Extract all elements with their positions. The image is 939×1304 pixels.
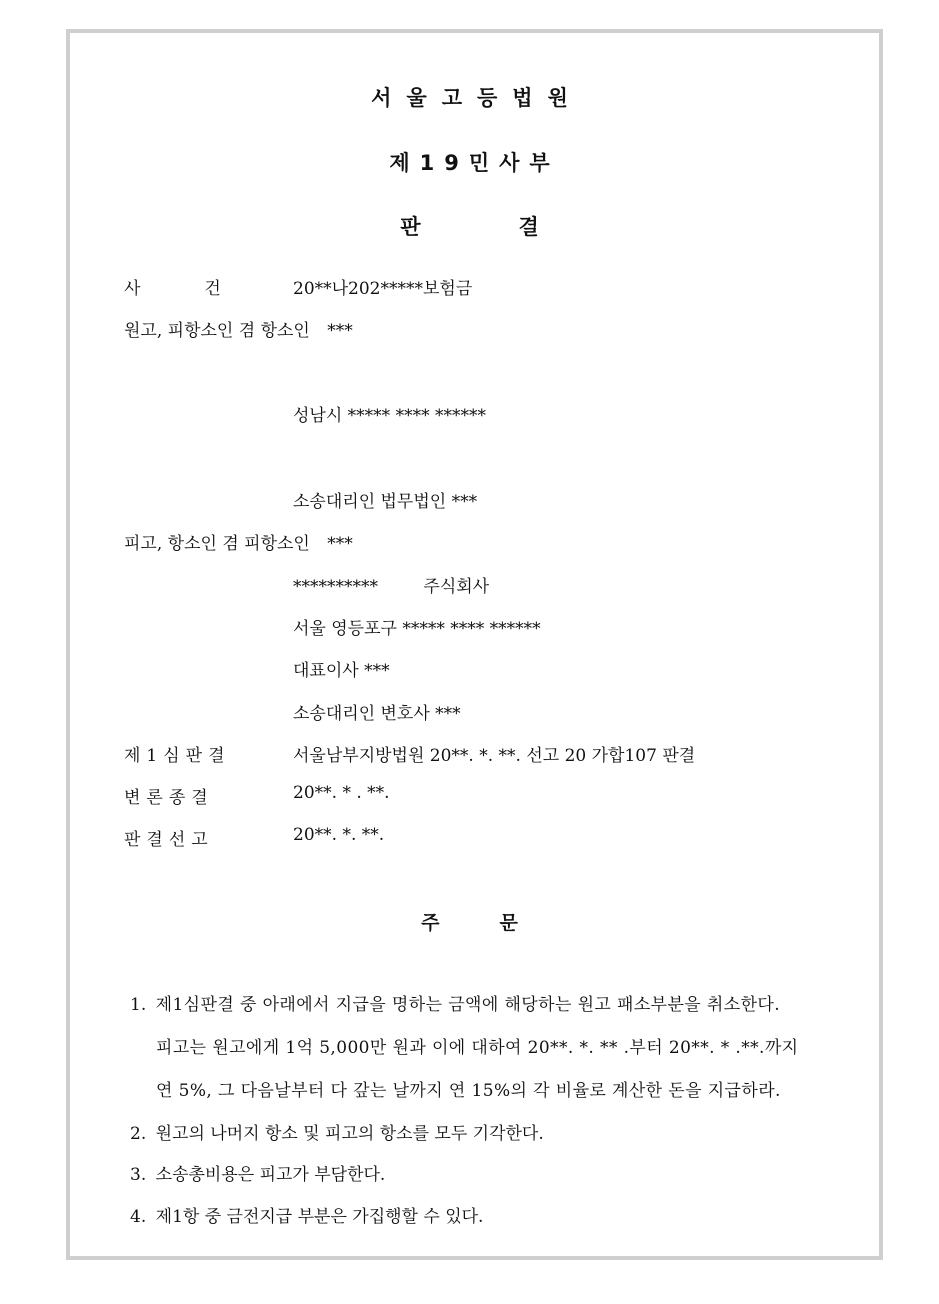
defendant-address: 서울 영등포구 ***** **** ****** (293, 619, 541, 639)
defendant-name: *** (327, 534, 353, 554)
case-number: 20**나202*****보험금 (293, 279, 473, 299)
first-instance-value: 서울남부지방법원 20**. *. **. 선고 20 가합107 판결 (293, 746, 696, 766)
defendant-company-name: ********** (293, 577, 378, 597)
division-name: 제19민사부 (389, 151, 560, 175)
closing-label: 변론종결 (124, 788, 214, 808)
document-type: 판결 (400, 215, 637, 239)
plaintiff-label (124, 316, 353, 341)
defendant-representative: 대표이사 *** (293, 661, 390, 681)
sentence-label: 판결선고 (124, 830, 214, 850)
defendant-role: 피고, 항소인 겸 피항소인 (124, 534, 310, 554)
order-item-3 (130, 1160, 385, 1185)
order-item-1-line-2: 피고는 원고에게 1억 5,000만 원과 이에 대하여 20**. *. ** .부터 20**. * .**.까지 (156, 1038, 799, 1058)
plaintiff-name: *** (327, 321, 353, 341)
order-item-1 (130, 990, 780, 1015)
order-item-1-line-3: 연 5%, 그 다음날부터 다 갚는 날까지 연 15%의 각 비율로 계산한 돈을 지급하라. (156, 1081, 781, 1101)
order-item-2 (130, 1119, 544, 1144)
order-item-number: 2. (130, 1124, 147, 1144)
closing-date: 20**. * . **. (293, 783, 390, 803)
order-item-text: 제1심판결 중 아래에서 지급을 명하는 금액에 해당하는 원고 패소부분을 취소한다. (155, 995, 781, 1015)
sentence-date: 20**. *. **. (293, 825, 385, 845)
order-item-4 (130, 1202, 483, 1227)
plaintiff-counsel: 소송대리인 법무법인 *** (293, 492, 478, 512)
case-label: 사건 (124, 279, 285, 299)
order-item-number: 1. (130, 995, 147, 1015)
court-name: 서울고등법원 (371, 86, 583, 110)
first-instance-label: 제1심판결 (124, 746, 231, 766)
defendant-company (293, 572, 489, 597)
defendant-company-suffix: 주식회사 (423, 577, 490, 597)
plaintiff-role: 원고, 피항소인 겸 항소인 (124, 321, 310, 341)
order-item-number: 3. (130, 1165, 147, 1185)
order-item-text: 소송총비용은 피고가 부담한다. (155, 1165, 386, 1185)
order-item-text: 원고의 나머지 항소 및 피고의 항소를 모두 기각한다. (155, 1124, 544, 1144)
defendant-counsel: 소송대리인 변호사 *** (293, 704, 461, 724)
order-item-text: 제1항 중 금전지급 부분은 가집행할 수 있다. (155, 1207, 484, 1227)
order-item-number: 4. (130, 1207, 147, 1227)
defendant-label (124, 529, 353, 554)
main-order-title: 주문 (421, 912, 578, 934)
plaintiff-address: 성남시 ***** **** ****** (293, 406, 486, 426)
